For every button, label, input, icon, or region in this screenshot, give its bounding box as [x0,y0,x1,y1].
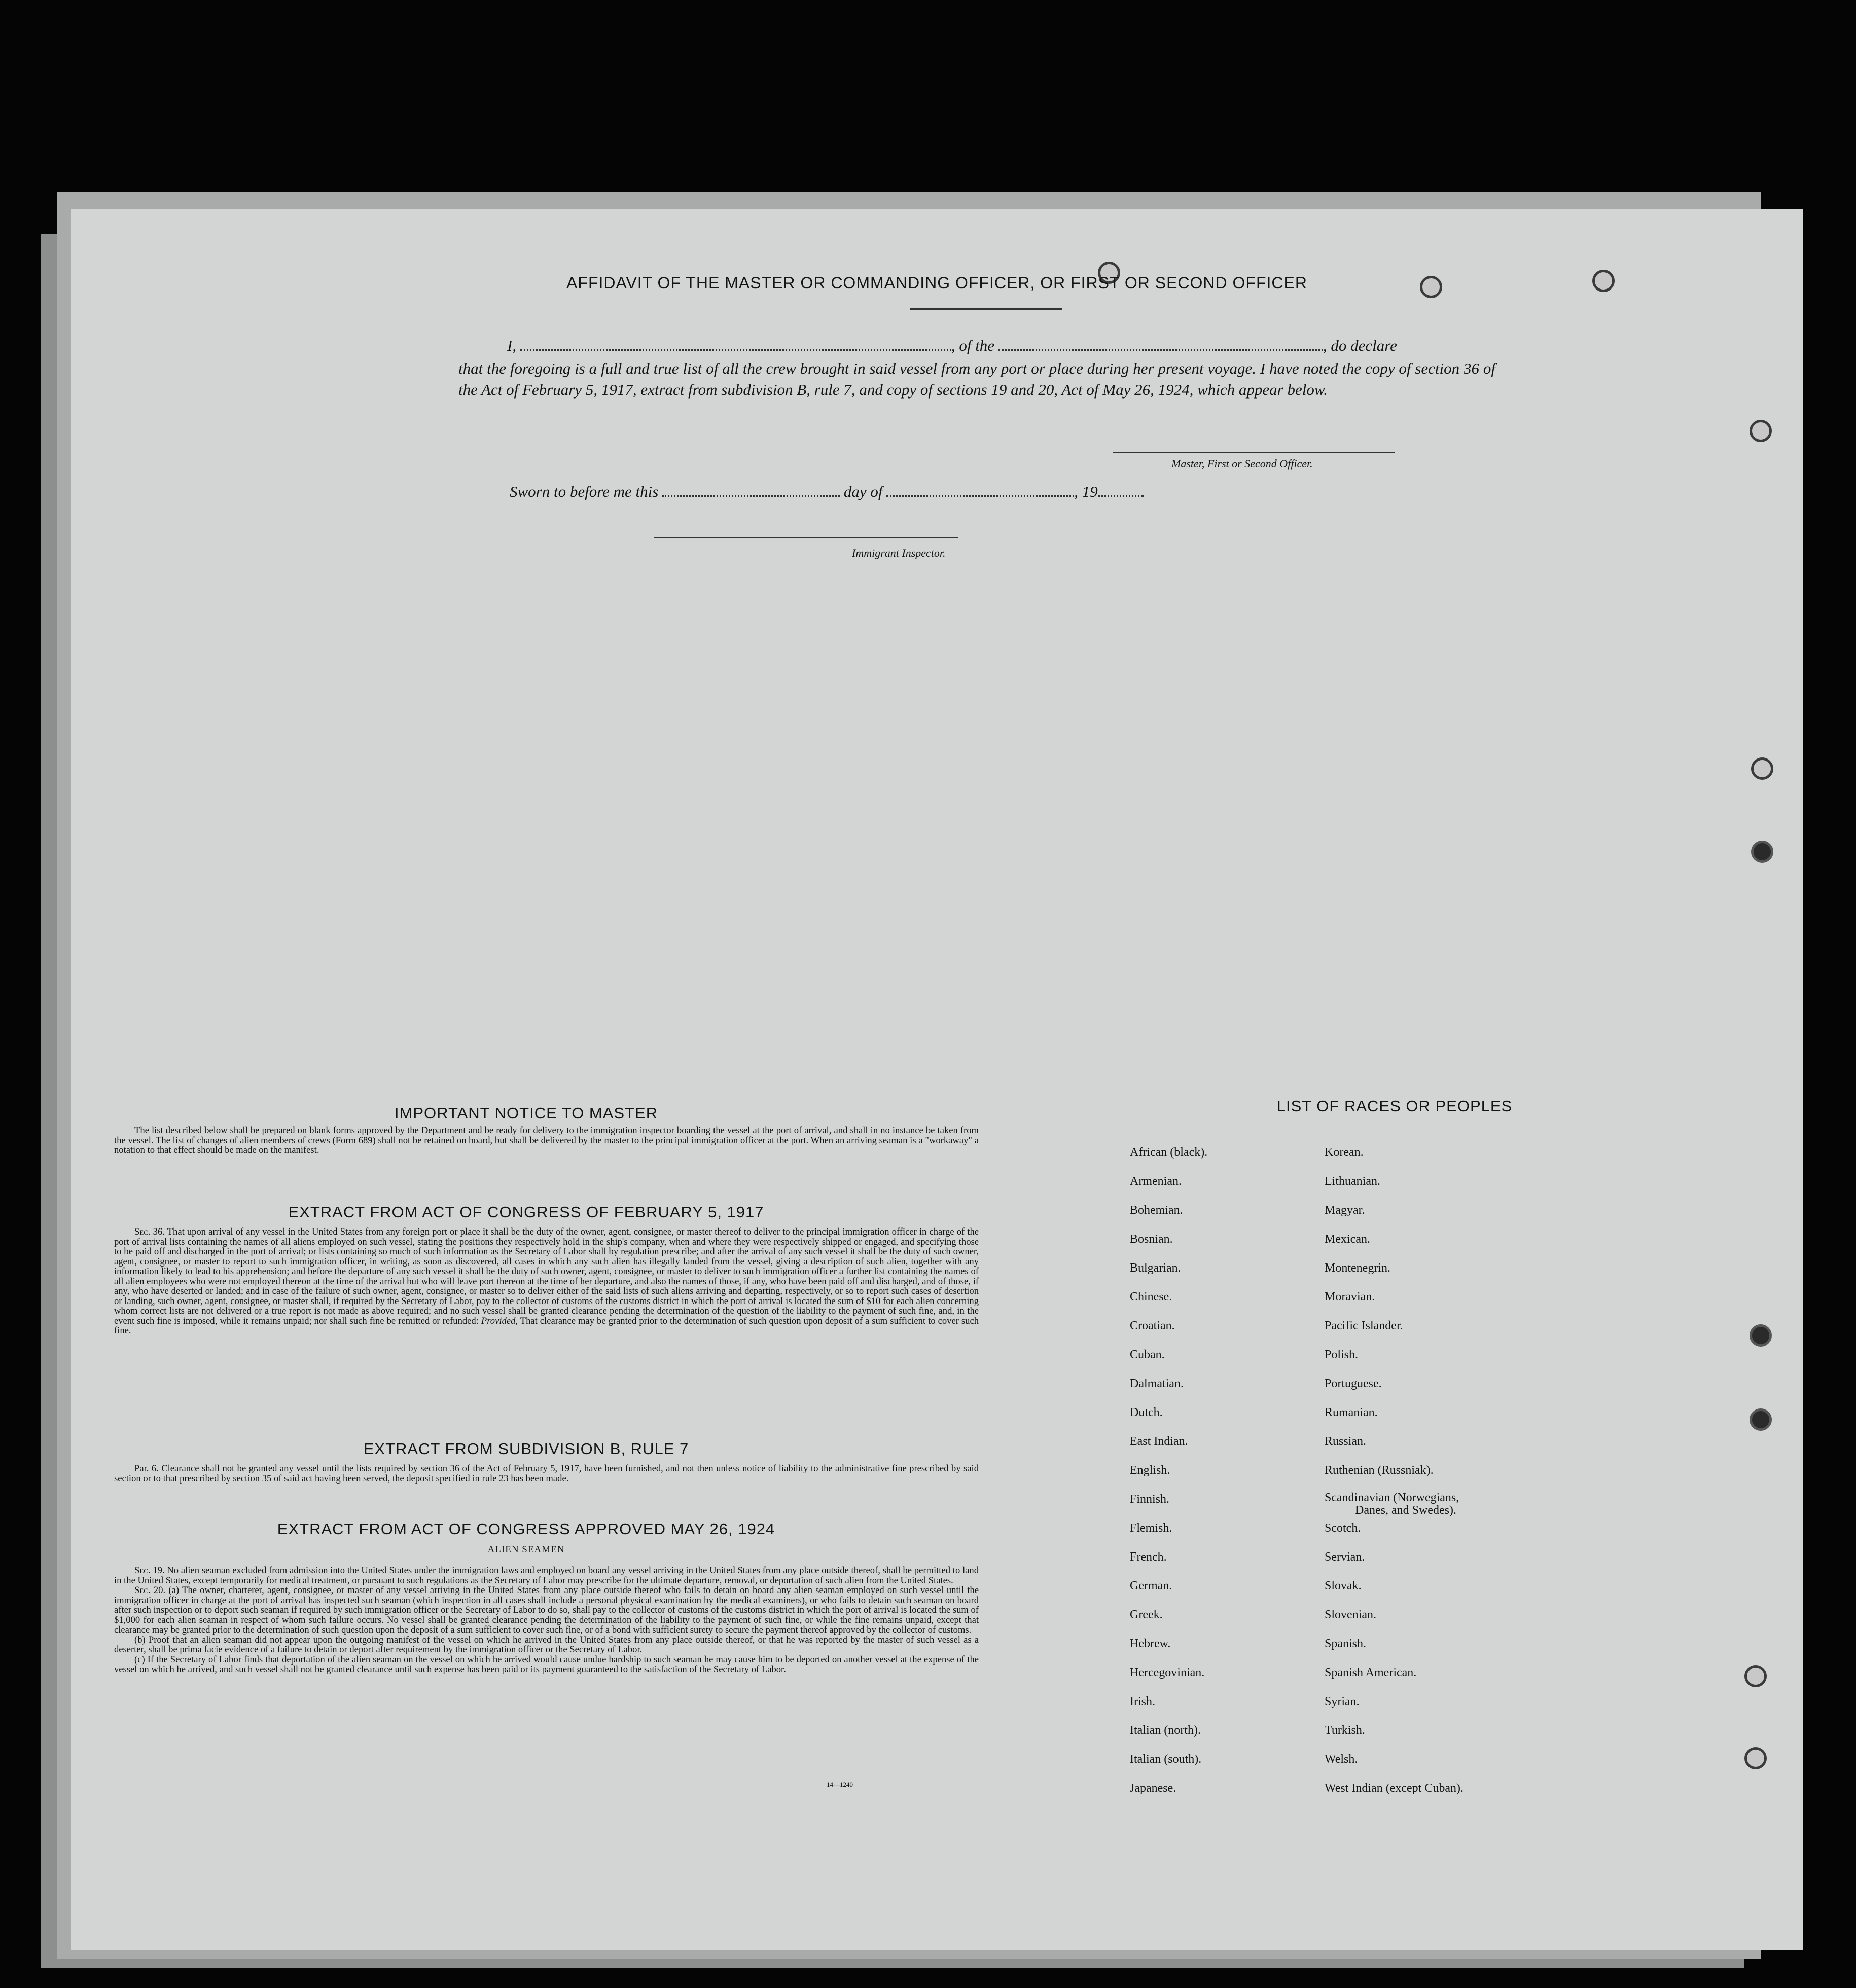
year-blank[interactable] [1098,486,1144,497]
race-item: Dutch. [1130,1406,1163,1419]
race-item: English. [1130,1464,1170,1477]
notice-text [114,1126,979,1155]
sec-20-label: Sec. 20. [134,1585,166,1596]
sec-20b-text: (b) Proof that an alien seaman did not appear upon the outgoing manifest of the vessel on which he arrived in the United States from any place outside thereof, or that he was reported by the master of such vessel as a deserter, shall be prima facie evidence of a failure to detain or deport after requirement by the immigration officer or the Secretary of Labor. [114,1634,979,1655]
rule7-title: EXTRACT FROM SUBDIVISION B, RULE 7 [363,1440,689,1458]
binder-hole [1750,420,1772,442]
race-item: Russian. [1325,1435,1367,1448]
race-item: Italian (north). [1130,1724,1201,1737]
rule7-paragraph: Par. 6. Clearance shall not be granted any vessel until the lists required by section 36 of the Act of February 5, 1917, have been furnished, and not then unless notice of liability to the administrative fine prescribed by said section or to that prescribed by section 35 of said act having been served, the deposit specified in rule 23 has been made. [114,1463,979,1484]
declare-label: , do declare [1323,337,1397,354]
vessel-blank[interactable] [998,340,1323,351]
race-item: Dalmatian. [1130,1377,1184,1390]
inspector-caption: Immigrant Inspector. [852,547,946,559]
race-item: Slovenian. [1325,1608,1376,1621]
race-item: Armenian. [1130,1175,1182,1188]
proviso-text: That clearance may be granted prior to the determination of such question upon deposit of a sum sufficient to cover such fine. [114,1315,979,1336]
races-column-1 [1130,1145,1323,1810]
race-item: Japanese. [1130,1782,1176,1795]
form-page [71,209,1803,1950]
extract-1924-title: EXTRACT FROM ACT OF CONGRESS APPROVED MAY 26, 1924 [277,1520,775,1538]
form-number: 14—1240 [827,1781,853,1788]
race-item: Hercegovinian. [1130,1666,1205,1679]
notice-title: IMPORTANT NOTICE TO MASTER [394,1104,658,1122]
race-item: Bulgarian. [1130,1261,1181,1275]
alien-seamen-subtitle: ALIEN SEAMEN [487,1544,565,1555]
race-item: Rumanian. [1325,1406,1378,1419]
race-item: Mexican. [1325,1233,1370,1246]
race-item: Croatian. [1130,1319,1175,1332]
declarant-label: I, [507,337,517,354]
sworn-label: Sworn to before me this [510,483,659,500]
rule7-text [114,1464,979,1484]
vessel-label: , of the [951,337,995,354]
race-item: Syrian. [1325,1695,1360,1708]
binder-hole [1750,1408,1772,1431]
race-item: Flemish. [1130,1522,1172,1535]
race-item: Chinese. [1130,1290,1172,1304]
affidavit-title: AFFIDAVIT OF THE MASTER OR COMMANDING OFFICER, OR FIRST OR SECOND OFFICER [566,274,1307,292]
binder-hole [1751,757,1773,780]
binder-hole [1744,1747,1767,1769]
race-item: Scotch. [1325,1522,1361,1535]
month-blank[interactable] [886,486,1074,497]
race-item: French. [1130,1550,1167,1564]
race-item: Spanish American. [1325,1666,1417,1679]
declarant-line [507,337,1397,355]
race-item: Greek. [1130,1608,1163,1621]
race-item: Cuban. [1130,1348,1165,1361]
race-item: Lithuanian. [1325,1175,1380,1188]
race-item: Welsh. [1325,1753,1358,1766]
notice-paragraph: The list described below shall be prepared on blank forms approved by the Department and be ready for delivery to the immigration inspector boarding the vessel at the port of arrival, and shall in no instance be taken from the vessel. The list of changes of alien members of crews (Form 689) shall not be retained on board, but shall be delivered by the master to the principal immigration officer at the port. When an arriving seaman is a "workaway" a notation to that effect should be made on the manifest. [114,1125,979,1155]
name-blank[interactable] [520,340,951,351]
sec-36-text: That upon arrival of any vessel in the United States from any foreign port or place it shall be the duty of the owner, agent, consignee, or master thereof to deliver to the principal immigration officer in charge of the port of arrival lists containing the names of all aliens employed on such vessel, stating the positions they respectively hold in the ship's company, when and where they were respectively shipped or engaged, and specifying those to be paid off and discharged in the port of arrival; or lists containing so much of such information as the Secretary of Labor shall by regulation prescribe; and after the arrival of any such vessel it shall be the duty of such owner, agent, consignee, or master to report to such immigration officer, in writing, as soon as discovered, all cases in which any such alien has illegally landed from the vessel, giving a description of such alien, together with any information likely to lead to his apprehension; and before the departure of any such vessel it shall be the duty of such owner, agent, consignee, or master to deliver to such immigration officer a further list containing the names of all alien employees who were not employed thereon at the time of the arrival but who will leave port thereon at the time of her departure, and also the names of those, if any, who have been paid off and discharged, and of those, if any, who have deserted or landed; and in case of the failure of such owner, agent, consignee, or master so to deliver either of the said lists of such aliens arriving and departing, respectively, or so to report such cases of desertion or landing, such owner, agent, consignee, or master shall, if required by the Secretary of Labor, pay to the collector of customs of the customs district in which the port of arrival is located the sum of $10 for each alien concerning whom correct lists are not delivered or a true report is not made as above required; and no such vessel shall be granted clearance pending the determination of the question of the liability to the payment of such fine, and, in the event such fine is imposed, while it remains unpaid; nor shall such fine be remitted or refunded: [114,1226,979,1326]
race-item: Polish. [1325,1348,1359,1361]
binder-hole [1751,841,1773,863]
binder-hole [1750,1324,1772,1347]
day-blank[interactable] [662,486,840,497]
race-item: Ruthenian (Russniak). [1325,1464,1434,1477]
sworn-line [510,483,1144,501]
race-item: Bosnian. [1130,1233,1173,1246]
affidavit-body: that the foregoing is a full and true list of all the crew brought in said vessel from any port or place during her present voyage. I have noted the copy of section 36 of the Act of February 5, 1917, extract from subdivision B, rule 7, and copy of sections 19 and 20, Act of May 26, 1924, which appear below. [458,359,1495,399]
race-item: Hebrew. [1130,1637,1171,1650]
race-item: Irish. [1130,1695,1155,1708]
title-underline [910,308,1062,310]
sec-20a-text: (a) The owner, charterer, agent, consignee, or master of any vessel arriving in the United States from any place outside thereof who fails to detain on board any alien seaman employed on such vessel until the immigration officer in charge at the port of arrival has inspected such seaman (which inspection in all cases shall include a personal physical examination by the medical examiners), or who fails to detain such seaman on board after such inspection or to deport such seaman if required by such immigration officer or the Secretary of Labor to do so, shall pay to the collector of customs of the customs district in which the port of arrival is located the sum of $1,000 for each alien seaman in respect of whom such failure occurs. No vessel shall be granted clearance pending the determination of the liability to the payment of such fine, or while the fine remains unpaid, except that clearance may be granted prior to the determination of such question upon the deposit of a sum sufficient to cover such fine, or of a bond with sufficient surety to secure the payment thereof approved by the collector of customs. [114,1585,979,1635]
race-item: Korean. [1325,1146,1364,1159]
signature-caption: Master, First or Second Officer. [1171,457,1313,470]
sec-20c-text: (c) If the Secretary of Labor finds that deportation of the alien seaman on the vessel on which he arrived would cause undue hardship to such seaman he may cause him to be deported on another vessel at the expense of the vessel on which he arrived, and such vessel shall not be granted clearance until such expense has been paid or its payment guaranteed to the satisfaction of the Secretary of Labor. [114,1654,979,1675]
race-item: Spanish. [1325,1637,1367,1650]
binder-hole [1744,1665,1767,1687]
day-of-label: day of [843,483,883,500]
race-item: West Indian (except Cuban). [1325,1782,1464,1795]
race-item: Italian (south). [1130,1753,1202,1766]
extract-1924-text [114,1566,979,1675]
inspector-line[interactable] [654,537,958,538]
sec-19-label: Sec. 19. [134,1565,165,1576]
race-item: Moravian. [1325,1290,1375,1304]
race-item: East Indian. [1130,1435,1188,1448]
race-item: Portuguese. [1325,1377,1382,1390]
year-label: , 19 [1074,483,1098,500]
signature-line[interactable] [1113,452,1395,453]
race-item: Pacific Islander. [1325,1319,1403,1332]
race-item: Turkish. [1325,1724,1365,1737]
race-item: Montenegrin. [1325,1261,1390,1275]
race-item: Slovak. [1325,1579,1362,1593]
race-item: Magyar. [1325,1204,1365,1217]
races-title: LIST OF RACES OR PEOPLES [1276,1097,1513,1115]
race-item: African (black). [1130,1146,1208,1159]
race-item: Scandinavian (Norwegians, Danes, and Swedes). [1325,1491,1459,1517]
sec-19-text: No alien seaman excluded from admission into the United States under the immigration laws and employed on board any vessel arriving in the United States from any place outside thereof, shall be permitted to land in the United States, except temporarily for medical treatment, or pursuant to such regulations as the Secretary of Labor may prescribe for the ultimate departure, removal, or deportation of such alien from the United States. [114,1565,979,1586]
sec-36-label: Sec. 36. [134,1226,165,1237]
race-item: Servian. [1325,1550,1365,1564]
race-item: Bohemian. [1130,1204,1183,1217]
proviso-label: Provided, [481,1315,518,1326]
extract-1917-text [114,1227,979,1336]
extract-1917-title: EXTRACT FROM ACT OF CONGRESS OF FEBRUARY 5, 1917 [288,1203,764,1221]
race-item: Finnish. [1130,1493,1170,1506]
races-column-2 [1325,1145,1609,1810]
race-item: German. [1130,1579,1172,1593]
